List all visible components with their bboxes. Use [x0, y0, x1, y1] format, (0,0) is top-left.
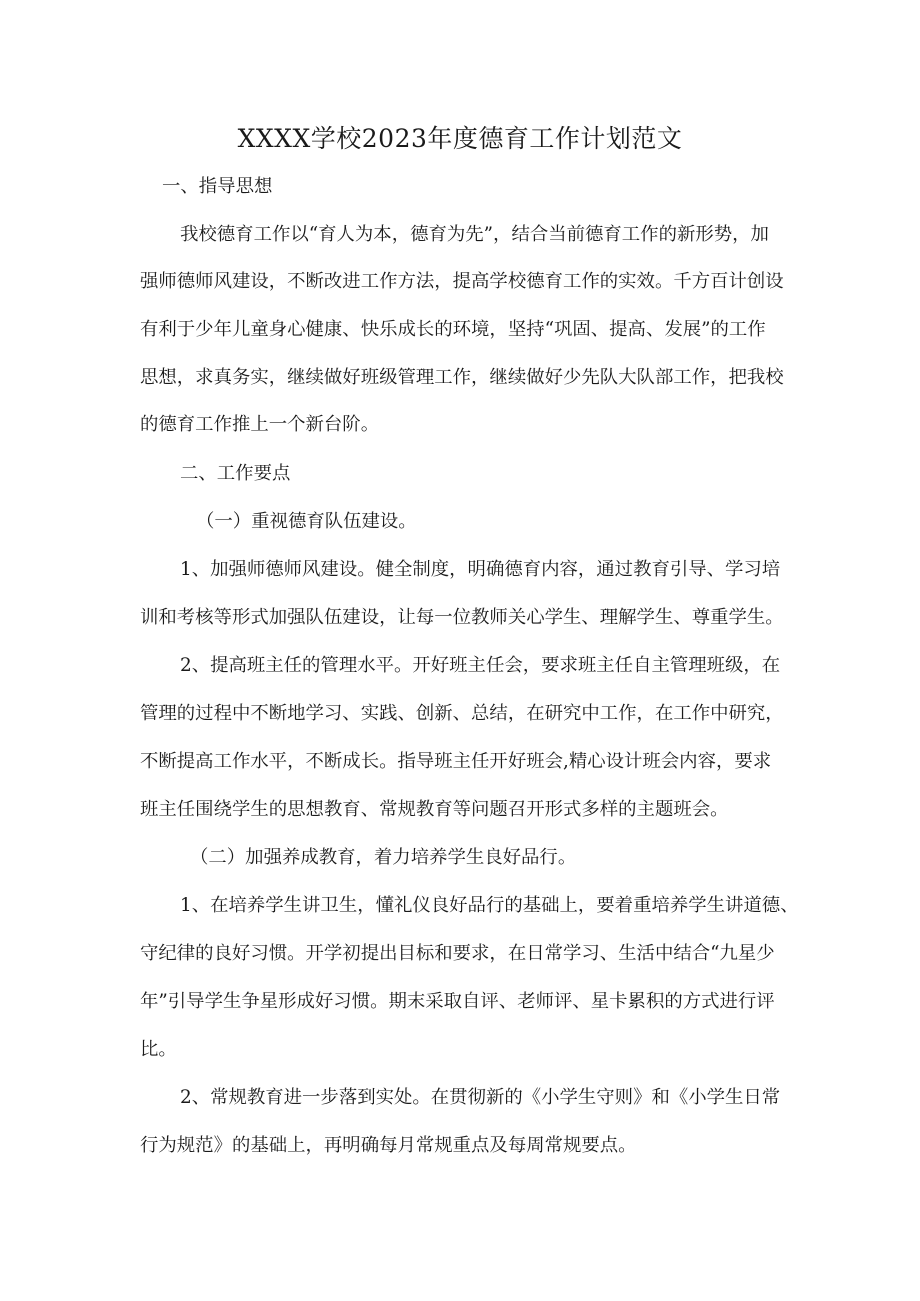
paragraph-line: 行为规范》的基础上，再明确每月常规重点及每周常规要点。 [140, 1135, 637, 1156]
section-heading-1: 一、指导思想 [162, 176, 273, 197]
subsection-heading-1: （一）重视德育队伍建设。 [196, 511, 417, 532]
paragraph-line: 的德育工作推上一个新台阶。 [140, 414, 380, 435]
subsection-heading-2: （二）加强养成教育，着力培养学生良好品行。 [190, 847, 577, 868]
paragraph-line: 年”引导学生争星形成好习惯。期末采取自评、老师评、星卡累积的方式进行评 [140, 991, 775, 1012]
paragraph-line: 思想，求真务实，继续做好班级管理工作，继续做好少先队大队部工作，把我校 [140, 367, 784, 388]
paragraph-line: 强师德师风建设，不断改进工作方法，提高学校德育工作的实效。千方百计创设 [140, 271, 784, 292]
paragraph-line: 有利于少年儿童身心健康、快乐成长的环境，坚持“巩固、提高、发展”的工作 [140, 319, 766, 340]
section-heading-2: 二、工作要点 [180, 463, 291, 484]
paragraph-line: 2、常规教育进一步落到实处。在贯彻新的《小学生守则》和《小学生日常 [180, 1087, 781, 1108]
paragraph-line: 1、加强师德师风建设。健全制度，明确德育内容，通过教育引导、学习培 [180, 559, 781, 580]
paragraph-line: 训和考核等形式加强队伍建设，让每一位教师关心学生、理解学生、尊重学生。 [140, 607, 784, 628]
document-title: XXXX学校2023年度德育工作计划范文 [237, 124, 683, 153]
paragraph-line: 比。 [140, 1039, 177, 1060]
paragraph-line: 管理的过程中不断地学习、实践、创新、总结，在研究中工作，在工作中研究， [140, 703, 784, 724]
paragraph-line: 2、提高班主任的管理水平。开好班主任会，要求班主任自主管理班级，在 [180, 655, 781, 676]
paragraph-line: 1、在培养学生讲卫生，懂礼仪良好品行的基础上，要着重培养学生讲道德、 [180, 895, 799, 916]
paragraph-line: 不断提高工作水平，不断成长。指导班主任开好班会,精心设计班会内容，要求 [140, 751, 772, 772]
paragraph-line: 守纪律的良好习惯。开学初提出目标和要求，在日常学习、生活中结合“九星少 [140, 943, 775, 964]
paragraph-line: 我校德育工作以“育人为本，德育为先”，结合当前德育工作的新形势，加 [180, 224, 769, 245]
paragraph-line: 班主任围绕学生的思想教育、常规教育等问题召开形式多样的主题班会。 [140, 799, 729, 820]
